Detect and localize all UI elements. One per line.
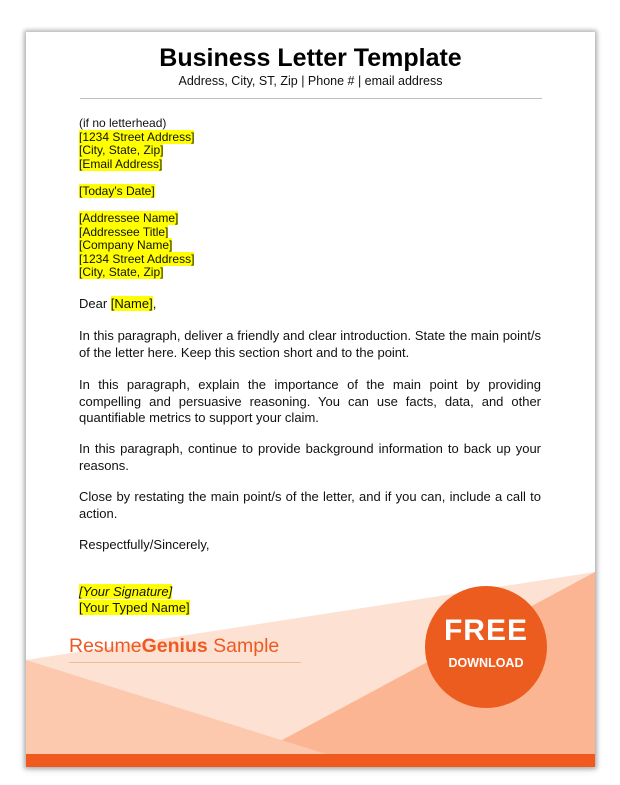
typed-name-placeholder: [Your Typed Name] bbox=[79, 600, 190, 616]
addressee-name: [Addressee Name] bbox=[79, 211, 179, 225]
salutation-prefix: Dear bbox=[79, 296, 111, 311]
signature-block bbox=[79, 584, 190, 617]
page-title: Business Letter Template bbox=[159, 44, 462, 72]
letter-date: [Today's Date] bbox=[79, 184, 155, 198]
sender-block bbox=[79, 117, 194, 171]
sender-email: [Email Address] bbox=[79, 156, 163, 171]
brand-underline bbox=[69, 662, 301, 663]
brand-resume: Resume bbox=[69, 635, 142, 657]
free-label: FREE bbox=[443, 614, 528, 647]
salutation-suffix: , bbox=[152, 296, 157, 311]
addressee-title: [Addressee Title] bbox=[79, 224, 169, 239]
recipient-block bbox=[79, 212, 194, 280]
signature-placeholder: [Your Signature] bbox=[79, 584, 173, 599]
letter-page bbox=[26, 32, 595, 767]
download-label: DOWNLOAD bbox=[448, 656, 524, 670]
header-divider bbox=[80, 98, 542, 99]
resume-genius-logo bbox=[69, 635, 279, 658]
letterhead-note: (if no letterhead) bbox=[79, 116, 167, 130]
body-paragraph-closing: Close by restating the main point/s of the letter, and if you can, include a call to action. bbox=[79, 489, 541, 521]
bottom-accent-bar bbox=[26, 754, 595, 767]
body-paragraph-intro: In this paragraph, deliver a friendly and clear introduction. State the main point/s of the letter here. Keep this section short and to the point. bbox=[79, 328, 541, 360]
recipient-street: [1234 Street Address] bbox=[79, 251, 195, 266]
brand-genius: Genius bbox=[141, 635, 208, 657]
company-name: [Company Name] bbox=[79, 238, 173, 253]
recipient-city: [City, State, Zip] bbox=[79, 265, 164, 280]
salutation bbox=[79, 296, 541, 313]
brand-sample: Sample bbox=[207, 635, 280, 657]
contact-line: Address, City, ST, Zip | Phone # | email address bbox=[178, 74, 443, 88]
sender-city: [City, State, Zip] bbox=[79, 143, 164, 158]
free-download-button[interactable] bbox=[425, 586, 547, 708]
body-paragraph-background: In this paragraph, continue to provide background information to back up your reasons. bbox=[79, 441, 541, 473]
salutation-name: [Name] bbox=[110, 296, 153, 311]
date-block bbox=[79, 185, 155, 199]
closing-line: Respectfully/Sincerely, bbox=[79, 537, 210, 552]
sender-street: [1234 Street Address] bbox=[79, 129, 195, 144]
body-paragraph-reasoning: In this paragraph, explain the importance of the main point by providing compelling and persuasive reasoning. You can use facts, data, and other quantifiable metrics to support your claim. bbox=[79, 377, 541, 425]
